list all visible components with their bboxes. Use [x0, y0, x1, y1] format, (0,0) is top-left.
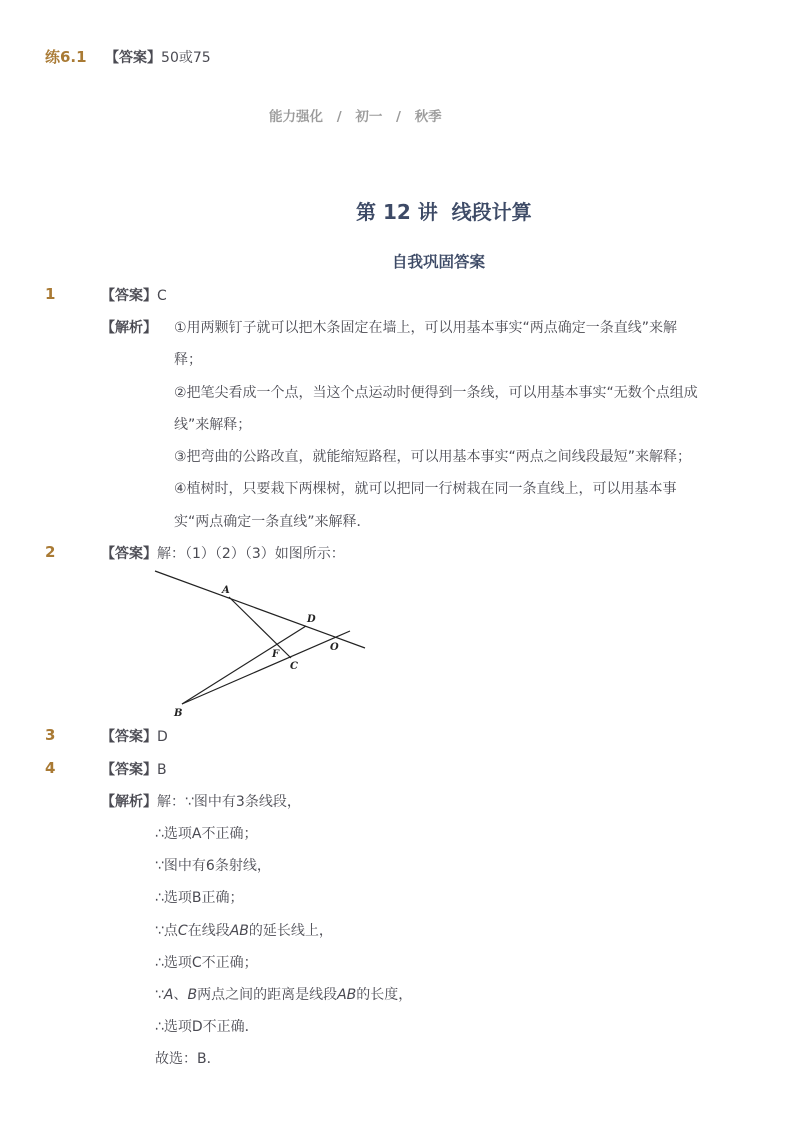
- exercise-label: 练6.1: [45, 48, 87, 66]
- q4-analysis-row: [101, 791, 301, 811]
- q4-analysis-line-4: ∴选项B正确；: [155, 890, 244, 906]
- answer-tag: 【答案】: [101, 288, 157, 304]
- question-number-1: 1: [45, 285, 56, 303]
- lecture-title: 第 12 讲 线段计算: [356, 200, 532, 224]
- text-fragment: 的长度，: [356, 987, 413, 1003]
- q1-analysis-line-6: ④植树时，只要栽下两棵树，就可以把同一行树栽在同一条直线上，可以用基本事: [174, 481, 677, 497]
- breadcrumb-item-1: 能力强化: [269, 109, 323, 125]
- q1-answer: C: [157, 288, 167, 304]
- q3-answer: D: [157, 729, 168, 745]
- q4-analysis-line-1: 解：∵图中有3条线段，: [157, 794, 301, 810]
- q1-analysis-tag: 【解析】: [101, 320, 157, 336]
- text-fragment: 两点之间的距离是线段: [197, 987, 338, 1003]
- q4-analysis-line-5: [155, 920, 333, 940]
- q4-analysis-line-6: ∴选项C不正确；: [155, 955, 258, 971]
- text-fragment: 的延长线上，: [248, 923, 333, 939]
- q1-analysis-line-4: 线”来解释；: [174, 417, 252, 433]
- q4-analysis-line-7: [155, 984, 412, 1004]
- q1-analysis-line-2: 释；: [174, 352, 202, 368]
- q4-analysis-tag: 【解析】: [101, 794, 157, 810]
- breadcrumb-item-2: 初一: [355, 109, 383, 125]
- q3-answer-row: [101, 726, 168, 746]
- q1-analysis-line-1: ①用两颗钉子就可以把木条固定在墙上，可以用基本事实“两点确定一条直线”来解: [174, 320, 678, 336]
- q4-answer-row: [101, 759, 167, 779]
- text-fragment: ∵: [155, 987, 164, 1003]
- q1-answer-row: [101, 285, 167, 305]
- geometry-figure: [140, 560, 380, 725]
- segment-a-c: [229, 597, 291, 658]
- math-var-b: B: [187, 987, 198, 1003]
- label-f: F: [272, 649, 280, 660]
- segment-b-d: [182, 626, 306, 704]
- answer-text: 50或75: [161, 50, 211, 66]
- top-answer-row: [45, 46, 211, 67]
- answer-tag: 【答案】: [105, 50, 162, 66]
- label-d: D: [307, 614, 316, 625]
- q4-analysis-line-2: ∴选项A不正确；: [155, 826, 258, 842]
- q4-analysis-line-3: ∵图中有6条射线，: [155, 858, 271, 874]
- label-o: O: [330, 642, 339, 653]
- segment-b-o: [182, 631, 350, 704]
- label-a: A: [222, 585, 230, 596]
- breadcrumb-separator: /: [336, 109, 342, 125]
- section-title: 自我巩固答案: [392, 253, 486, 271]
- breadcrumb-item-3: 秋季: [414, 109, 442, 125]
- label-c: C: [290, 661, 298, 672]
- answer-tag: 【答案】: [101, 762, 157, 778]
- q4-analysis-line-9: 故选：B．: [155, 1051, 221, 1067]
- breadcrumb-separator: /: [396, 109, 401, 125]
- q1-analysis-line-3: ②把笔尖看成一个点，当这个点运动时便得到一条线，可以用基本事实“无数个点组成: [174, 385, 698, 401]
- answer-tag: 【答案】: [101, 546, 157, 562]
- question-number-4: 4: [45, 759, 56, 777]
- q2-answer: 解：（1）（2）（3）如图所示：: [157, 546, 345, 562]
- math-var-c: C: [177, 923, 188, 939]
- q4-analysis-line-8: ∴选项D不正确．: [155, 1019, 259, 1035]
- breadcrumb: [269, 105, 442, 125]
- text-fragment: 在线段: [187, 923, 230, 939]
- math-var-ab: AB: [229, 923, 249, 939]
- q4-answer: B: [157, 762, 167, 778]
- question-number-2: 2: [45, 543, 56, 561]
- text-fragment: ∵点: [155, 923, 178, 939]
- q1-analysis-line-7: 实“两点确定一条直线”来解释．: [174, 514, 371, 530]
- label-b: B: [174, 708, 183, 719]
- q1-analysis-line-5: ③把弯曲的公路改直，就能缩短路程，可以用基本事实“两点之间线段最短”来解释；: [174, 449, 692, 465]
- math-var-ab: AB: [337, 987, 357, 1003]
- question-number-3: 3: [45, 726, 56, 744]
- answer-tag: 【答案】: [101, 729, 157, 745]
- line-through-a-o: [155, 571, 365, 648]
- text-fragment: 、: [173, 987, 188, 1003]
- math-var-a: A: [163, 987, 174, 1003]
